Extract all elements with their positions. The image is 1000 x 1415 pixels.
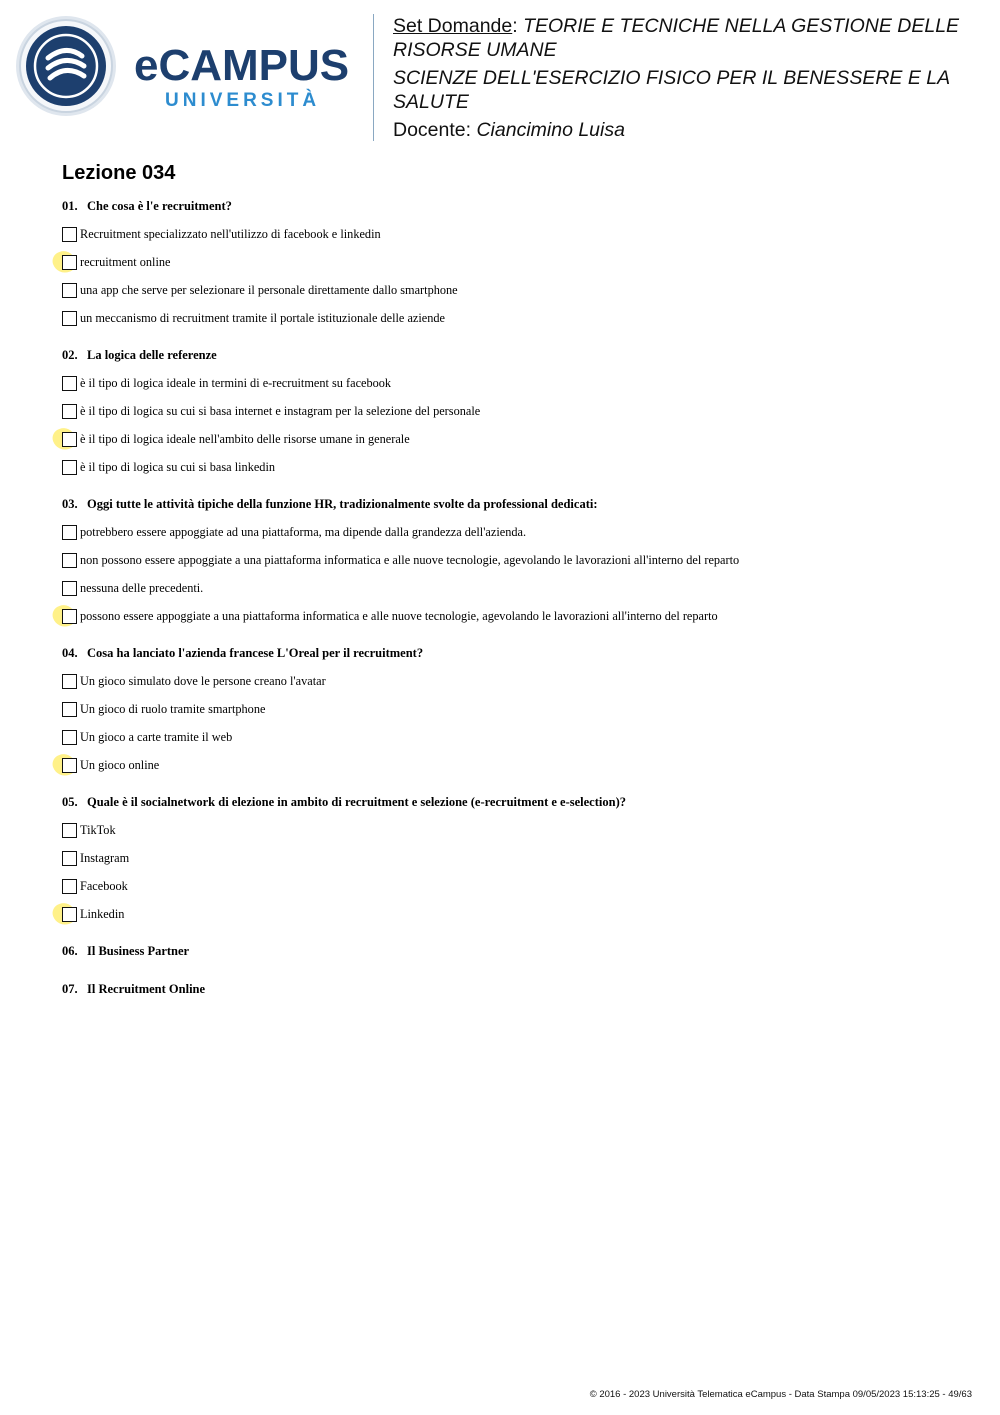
answer-option[interactable]: non possono essere appoggiate a una piattaforma informatica e alle nuove tecnologie, agevolando le lavorazioni all'interno del reparto — [62, 546, 962, 574]
teacher-name: Ciancimino Luisa — [476, 119, 625, 141]
answer-option-highlighted[interactable]: Un gioco online — [62, 751, 962, 779]
checkbox[interactable] — [62, 674, 77, 689]
checkbox[interactable] — [62, 255, 77, 270]
checkbox[interactable] — [62, 227, 77, 242]
answer-option[interactable]: Instagram — [62, 844, 962, 872]
set-label: Set Domande — [393, 15, 513, 37]
ecampus-logo — [14, 14, 359, 118]
answer-option-highlighted[interactable]: possono essere appoggiate a una piattaforma informatica e alle nuove tecnologie, agevolando le lavorazioni all'interno del reparto — [62, 602, 962, 630]
page-footer: © 2016 - 2023 Università Telematica eCampus - Data Stampa 09/05/2023 15:13:25 - 49/63 — [589, 1389, 972, 1400]
answer-option[interactable]: Un gioco di ruolo tramite smartphone — [62, 695, 962, 723]
question-03: 03. Oggi tutte le attività tipiche della funzione HR, tradizionalmente svolte da professional dedicati: potrebbero essere appoggiate ad una piattaforma, ma dipende dalla grandezza dell'azienda. non possono essere appoggiate a una piattaforma informatica e alle nuove tecnologie, agevolando le lavorazioni all'interno del reparto nessuna delle precedenti. possono essere appoggiate a una piattaforma informatica e alle nuove tecnologie, agevolando le lavorazioni all'interno del reparto — [62, 494, 962, 630]
answer-option[interactable]: Un gioco simulato dove le persone creano l'avatar — [62, 667, 962, 695]
degree-title: SCIENZE DELL'ESERCIZIO FISICO PER IL BENESSERE E LA — [393, 67, 951, 89]
answer-option[interactable]: è il tipo di logica su cui si basa linkedin — [62, 453, 962, 481]
answer-option-highlighted[interactable]: è il tipo di logica ideale nell'ambito delle risorse umane in generale — [62, 425, 962, 453]
question-text: Che cosa è l'e recruitment? — [87, 199, 232, 213]
answer-option[interactable]: TikTok — [62, 816, 962, 844]
answer-option[interactable]: nessuna delle precedenti. — [62, 574, 962, 602]
question-text: La logica delle referenze — [87, 348, 217, 362]
checkbox[interactable] — [62, 460, 77, 475]
course-title-cont: RISORSE UMANE — [393, 39, 557, 61]
question-text: Il Business Partner — [87, 944, 190, 958]
question-text: Cosa ha lanciato l'azienda francese L'Oreal per il recruitment? — [87, 646, 424, 660]
checkbox[interactable] — [62, 553, 77, 568]
answer-option[interactable]: Recruitment specializzato nell'utilizzo di facebook e linkedin — [62, 220, 962, 248]
checkbox[interactable] — [62, 376, 77, 391]
checkbox[interactable] — [62, 404, 77, 419]
degree-title-cont: SALUTE — [393, 91, 469, 113]
question-text: Il Recruitment Online — [87, 982, 206, 996]
checkbox[interactable] — [62, 311, 77, 326]
checkbox[interactable] — [62, 851, 77, 866]
teacher-label: Docente: — [393, 119, 477, 141]
checkbox[interactable] — [62, 525, 77, 540]
question-01: 01. Che cosa è l'e recruitment? Recruitment specializzato nell'utilizzo di facebook e linkedin recruitment online una app che serve per selezionare il personale direttamente dallo smartphone un meccanismo di recruitment tramite il portale istituzionale delle aziende — [62, 196, 962, 332]
answer-option[interactable]: Facebook — [62, 872, 962, 900]
checkbox[interactable] — [62, 609, 77, 624]
checkbox[interactable] — [62, 702, 77, 717]
answer-option[interactable]: Un gioco a carte tramite il web — [62, 723, 962, 751]
checkbox[interactable] — [62, 730, 77, 745]
header-info: Set Domande: TEORIE E TECNICHE NELLA GESTIONE DELLE RISORSE UMANE SCIENZE DELL'ESERCIZIO FISICO PER IL BENESSERE E LA SALUTE Docente: Ciancimino Luisa — [393, 14, 983, 142]
checkbox[interactable] — [62, 879, 77, 894]
answer-option[interactable]: potrebbero essere appoggiate ad una piattaforma, ma dipende dalla grandezza dell'azienda. — [62, 518, 962, 546]
question-06: 06. Il Business Partner — [62, 944, 190, 958]
answer-option-highlighted[interactable]: Linkedin — [62, 900, 962, 928]
checkbox[interactable] — [62, 907, 77, 922]
answer-option[interactable]: è il tipo di logica su cui si basa internet e instagram per la selezione del personale — [62, 397, 962, 425]
question-07: 07. Il Recruitment Online — [62, 982, 206, 996]
svg-text:eCAMPUS: eCAMPUS — [134, 41, 350, 90]
question-text: Oggi tutte le attività tipiche della funzione HR, tradizionalmente svolte da professional dedicati: — [87, 497, 598, 511]
checkbox[interactable] — [62, 432, 77, 447]
checkbox[interactable] — [62, 581, 77, 596]
question-list — [62, 196, 962, 1017]
svg-text:UNIVERSITÀ: UNIVERSITÀ — [165, 90, 321, 111]
checkbox[interactable] — [62, 758, 77, 773]
answer-option-highlighted[interactable]: recruitment online — [62, 248, 962, 276]
question-02: 02. La logica delle referenze è il tipo di logica ideale in termini di e-recruitment su facebook è il tipo di logica su cui si basa internet e instagram per la selezione del personale è il tipo di logica ideale nell'ambito delle risorse umane in generale è il tipo di logica su cui si basa linkedin — [62, 345, 962, 481]
course-title: TEORIE E TECNICHE NELLA GESTIONE DELLE — [523, 15, 960, 37]
answer-option[interactable]: un meccanismo di recruitment tramite il portale istituzionale delle aziende — [62, 304, 962, 332]
checkbox[interactable] — [62, 823, 77, 838]
header-divider — [373, 14, 374, 141]
checkbox[interactable] — [62, 283, 77, 298]
question-05: 05. Quale è il socialnetwork di elezione in ambito di recruitment e selezione (e-recruitment e e-selection)? TikTok Instagram Facebook Linkedin — [62, 792, 962, 928]
answer-option[interactable]: è il tipo di logica ideale in termini di e-recruitment su facebook — [62, 369, 962, 397]
answer-option[interactable]: una app che serve per selezionare il personale direttamente dallo smartphone — [62, 276, 962, 304]
question-04: 04. Cosa ha lanciato l'azienda francese L'Oreal per il recruitment? Un gioco simulato dove le persone creano l'avatar Un gioco di ruolo tramite smartphone Un gioco a carte tramite il web Un gioco online — [62, 643, 962, 779]
question-text: Quale è il socialnetwork di elezione in ambito di recruitment e selezione (e-recruitment e e-selection)? — [87, 795, 626, 809]
lesson-title: Lezione 034 — [62, 162, 176, 184]
